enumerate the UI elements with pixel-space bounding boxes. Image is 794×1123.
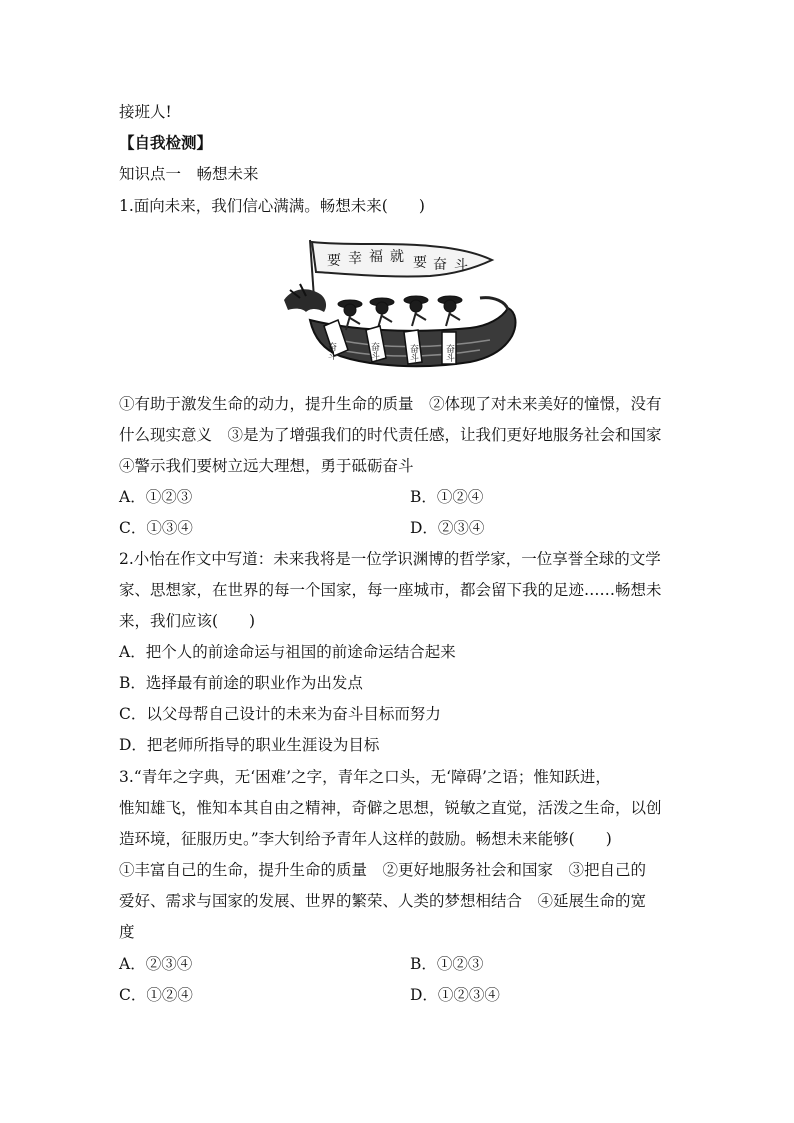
q3-option-d: D．①②③④ xyxy=(410,986,500,1004)
q3-stem-line: 惟知雄飞，惟知本其自由之精神，奇僻之思想，锐敏之直觉，活泼之生命，以创 xyxy=(119,799,662,817)
sign-text: 奋斗 xyxy=(444,344,454,362)
q1-option-d: D．②③④ xyxy=(410,519,485,537)
flag-char: 福 xyxy=(369,249,383,265)
q1-statement-line: 什么现实意义 ③是为了增强我们的时代责任感，让我们更好地服务社会和国家 xyxy=(119,426,662,444)
intro-end-text: 接班人! xyxy=(119,103,172,121)
flag-char: 幸 xyxy=(348,251,362,267)
flag-char: 就 xyxy=(390,249,404,265)
q3-statement-line: ①丰富自己的生命，提升生命的质量 ②更好地服务社会和国家 ③把自己的 xyxy=(119,861,647,879)
q2-option-a: A．把个人的前途命运与祖国的前途命运结合起来 xyxy=(119,643,456,661)
sign-text: 奋斗 xyxy=(408,344,418,362)
q3-stem-line: 造环境，征服历史。”李大钊给予青年人这样的鼓励。畅想未来能够( ) xyxy=(119,830,612,848)
q2-option-b: B．选择最有前途的职业作为出发点 xyxy=(119,674,363,692)
section-title: 【自我检测】 xyxy=(119,133,213,152)
q3-option-b: B．①②③ xyxy=(410,955,484,973)
dragon-boat-illustration xyxy=(280,238,520,375)
q2-stem-line: 家、思想家，在世界的每一个国家，每一座城市，都会留下我的足迹……畅想未 xyxy=(119,581,662,599)
q3-statement-line: 爱好、需求与国家的发展、世界的繁荣、人类的梦想相结合 ④延展生命的宽 xyxy=(119,892,647,910)
knowledge-point-heading: 知识点一 畅想未来 xyxy=(119,165,259,183)
q3-statement-line: 度 xyxy=(119,923,135,941)
q1-stem: 1.面向未来，我们信心满满。畅想未来( ) xyxy=(119,197,425,215)
flag-char: 要 xyxy=(413,255,427,271)
q1-statement-line: ①有助于激发生命的动力，提升生命的质量 ②体现了对未来美好的憧憬，没有 xyxy=(119,395,662,413)
sign-text: 奋斗 xyxy=(369,342,379,360)
q3-stem-line: 3.“青年之字典，无‘困难’之字，青年之口头，无‘障碍’之语；惟知跃进， xyxy=(119,768,611,786)
q1-option-a: A．①②③ xyxy=(119,488,193,506)
q2-option-c: C．以父母帮自己设计的未来为奋斗目标而努力 xyxy=(119,705,441,723)
q2-stem-line: 来，我们应该( ) xyxy=(119,612,256,630)
sign-text: 奋斗 xyxy=(326,342,336,360)
q1-option-c: C．①③④ xyxy=(119,519,193,537)
q2-stem-line: 2.小怡在作文中写道：未来我将是一位学识渊博的哲学家，一位享誉全球的文学 xyxy=(119,550,661,568)
flag-char: 斗 xyxy=(454,258,468,274)
q3-option-a: A．②③④ xyxy=(119,955,193,973)
q1-statement-line: ④警示我们要树立远大理想，勇于砥砺奋斗 xyxy=(119,457,414,475)
flag-char: 要 xyxy=(327,253,341,269)
q2-option-d: D．把老师所指导的职业生涯设为目标 xyxy=(119,736,380,754)
q3-option-c: C．①②④ xyxy=(119,986,193,1004)
q1-option-b: B．①②④ xyxy=(410,488,484,506)
flag-char: 奋 xyxy=(433,257,447,273)
